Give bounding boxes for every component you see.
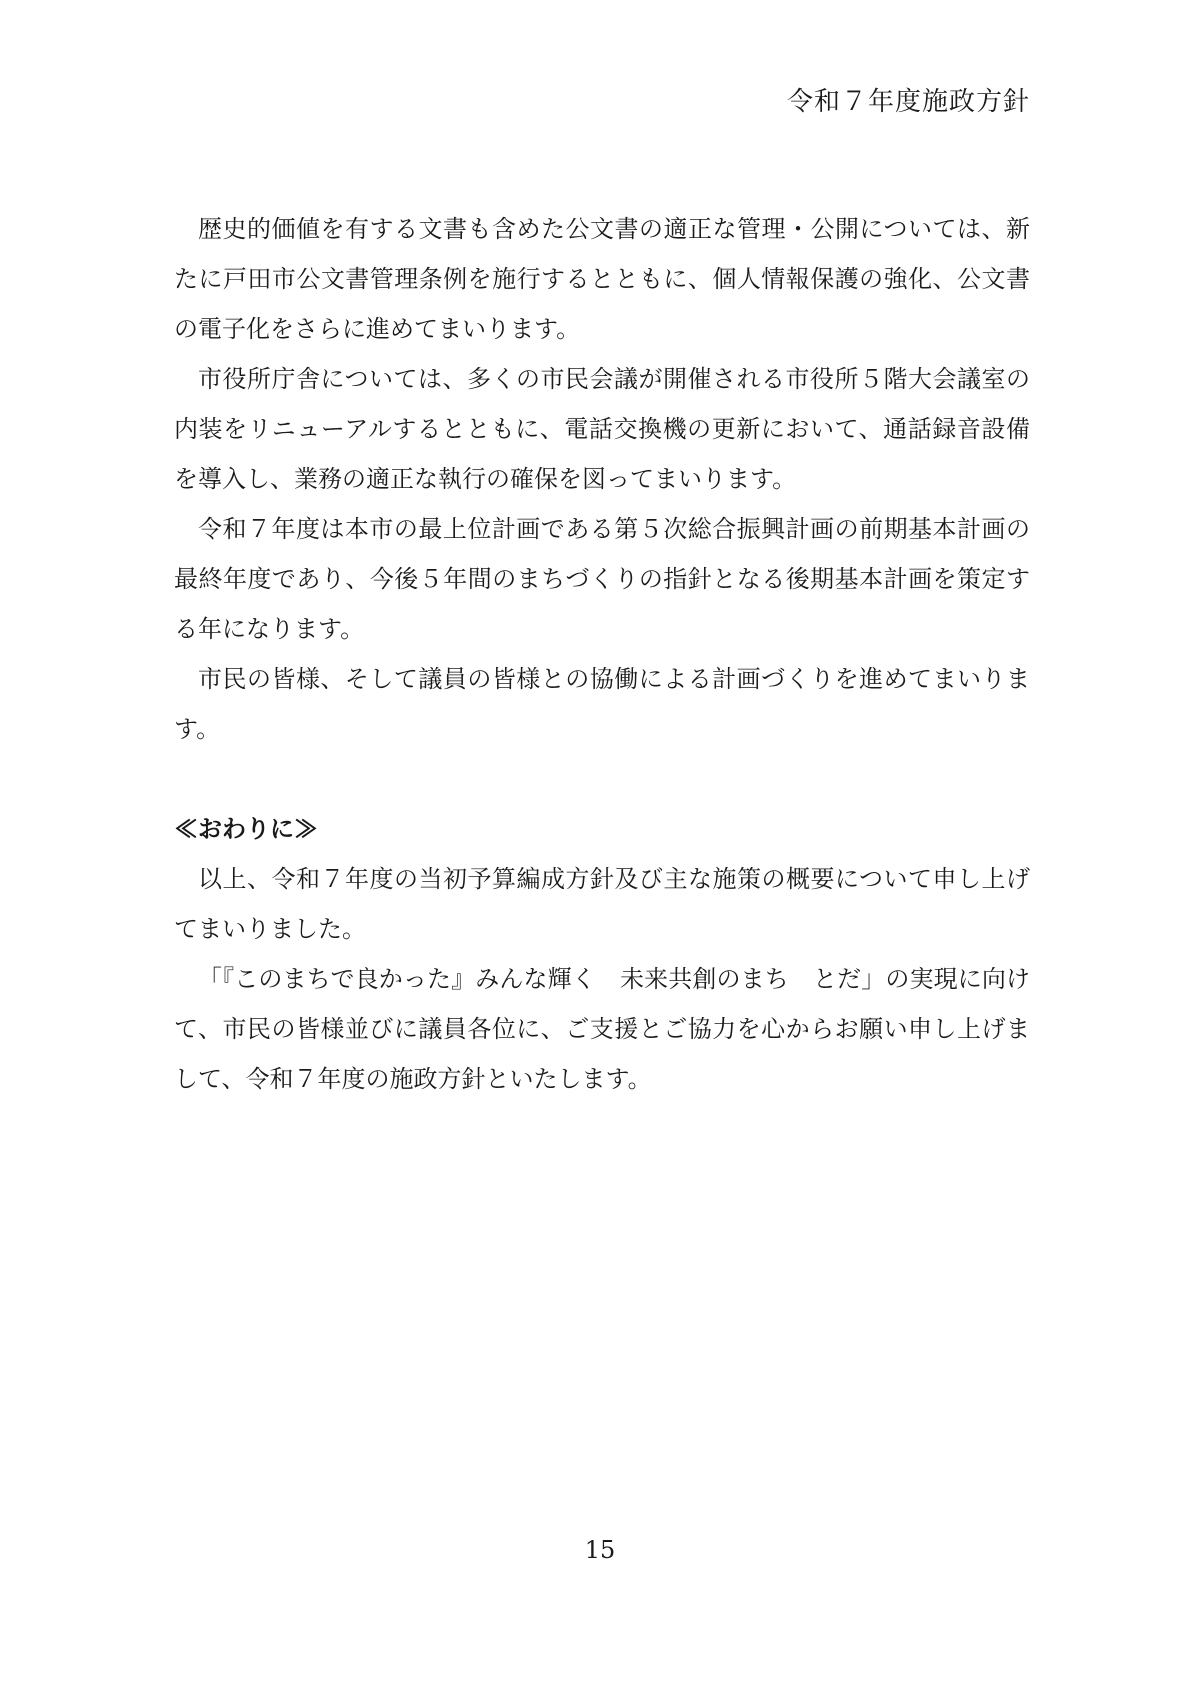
- running-header: 令和７年度施政方針: [786, 87, 1030, 117]
- paragraph-closing-summary: 以上、令和７年度の当初予算編成方針及び主な施策の概要について申し上げてまいりました。: [174, 865, 1030, 943]
- paragraph-comprehensive-plan: 令和７年度は本市の最上位計画である第５次総合振興計画の前期基本計画の最終年度であり、今後５年間のまちづくりの指針となる後期基本計画を策定する年になります。: [174, 515, 1030, 643]
- body-text: [174, 204, 1030, 1104]
- paragraph-closing-request: 「『このまちで良かった』みんな輝く 未来共創のまち とだ」の実現に向けて、市民の皆様並びに議員各位に、ご支援とご協力を心からお願い申し上げまして、令和７年度の施政方針といたします。: [174, 965, 1030, 1093]
- page-number: 15: [584, 1536, 616, 1564]
- paragraph-public-documents: 歴史的価値を有する文書も含めた公文書の適正な管理・公開については、新たに戸田市公文書管理条例を施行するとともに、個人情報保護の強化、公文書の電子化をさらに進めてまいります。: [174, 215, 1030, 343]
- paragraph-collaboration: 市民の皆様、そして議員の皆様との協働による計画づくりを進めてまいります。: [174, 665, 1030, 743]
- section-heading-closing: ≪おわりに≫: [174, 814, 318, 843]
- paragraph-city-hall: 市役所庁舎については、多くの市民会議が開催される市役所５階大会議室の内装をリニューアルするとともに、電話交換機の更新において、通話録音設備を導入し、業務の適正な執行の確保を図ってまいります。: [174, 365, 1030, 493]
